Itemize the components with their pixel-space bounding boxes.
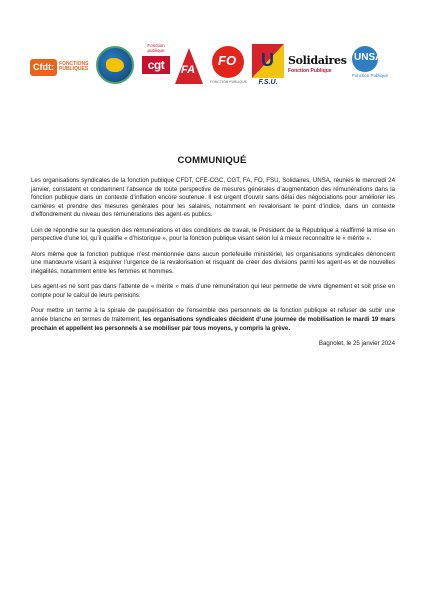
- paragraph-3: Alors même que la fonction publique n’est mentionnée dans aucun portefeuille ministériel, les organisations syndicales dénoncent une manœuvre visant à esquiver l’urgence de la revalorisation et risquant de créer des divisions parmi les agent·es et de nouvelles inégalités, notamment entre les femmes et hommes.: [31, 250, 395, 275]
- solidaires-logo: [288, 54, 348, 84]
- fa-logo-mark: FA: [181, 64, 196, 76]
- cgt-logo: [142, 44, 170, 88]
- paragraph-4: Les agent·es ne sont pas dans l’attente de « mérite » mais d’une rémunération qui leur permette de vivre dignement et soit prise en compte pour le calcul de leurs pensions.: [31, 283, 395, 299]
- cfdt-logo-text: FONCTIONS PUBLIQUES: [59, 60, 89, 72]
- unsa-logo-subtitle: Fonction Publique: [352, 73, 389, 78]
- page-title: COMMUNIQUÉ: [177, 155, 247, 166]
- paragraph-1: Les organisations syndicales de la fonction publique CFDT, CFE-CGC, CGT, FA, FO, FSU, Solidaires, UNSA, réunies le mercredi 24 janvier, constatent et condamnent l’absence de toute perspective de mesures générales d’augmentation des rémunérations dans la fonction publique dans un contexte d’inflation encore soutenue. Il est urgent d’ouvrir sans délai des négociations pour améliorer les carrières et prendre des mesures générales pour les salaires, notamment en revalorisant le point d’indice, dans un contexte d’effondrement du niveau des rémunérations des agent·es publics.: [31, 177, 395, 219]
- fsu-logo-mark: U: [261, 50, 274, 70]
- unsa-logo-mark: UNSA: [354, 52, 383, 63]
- fo-logo-subtitle: FONCTION PUBLIQUE: [210, 80, 247, 84]
- cgt-logo-mark: cgt: [142, 56, 170, 74]
- paragraph-5-plain: Pour mettre un terme à la spirale de paupérisation de l’ensemble des personnels de la fonction publique et refuser de subir une année blanche en termes de traitement,: [31, 307, 395, 323]
- paragraph-5-bold: les organisations syndicales décident d’une journée de mobilisation le mardi 19 mars prochain et appellent les personnels à se mobiliser par tous moyens, y compris la grève.: [31, 315, 395, 332]
- cfe-cgc-logo: [96, 46, 134, 84]
- fa-logo: [175, 48, 203, 88]
- paragraph-5: [31, 307, 395, 333]
- solidaires-logo-subtitle: Fonction Publique: [288, 68, 332, 74]
- union-logos-row: [30, 44, 400, 92]
- fsu-logo: [252, 44, 284, 88]
- paragraph-2: Loin de répondre sur la question des rémunérations et des conditions de travail, le Président de la République a réaffirmé la mise en perspective d’une loi, qu’il qualifie « d’historique », pour la fonction publique visant selon lui à mieux reconnaître le « mérite ».: [31, 226, 395, 243]
- cgt-logo-top-text: Fonction publique: [147, 43, 165, 53]
- solidaires-logo-name: Solidaires: [288, 54, 347, 67]
- fo-logo: [210, 46, 246, 86]
- fo-logo-mark: FO: [218, 53, 237, 68]
- communique-body: [31, 177, 395, 348]
- cfe-cgc-logo-emblem: [106, 58, 124, 72]
- cfdt-logo-mark: Cfdt:: [30, 59, 57, 76]
- fsu-logo-name: F.S.U.: [258, 79, 278, 86]
- cfdt-logo: [30, 54, 92, 80]
- unsa-logo: [352, 46, 396, 90]
- signature-date: Bagnolet, le 25 janvier 2024: [318, 339, 395, 347]
